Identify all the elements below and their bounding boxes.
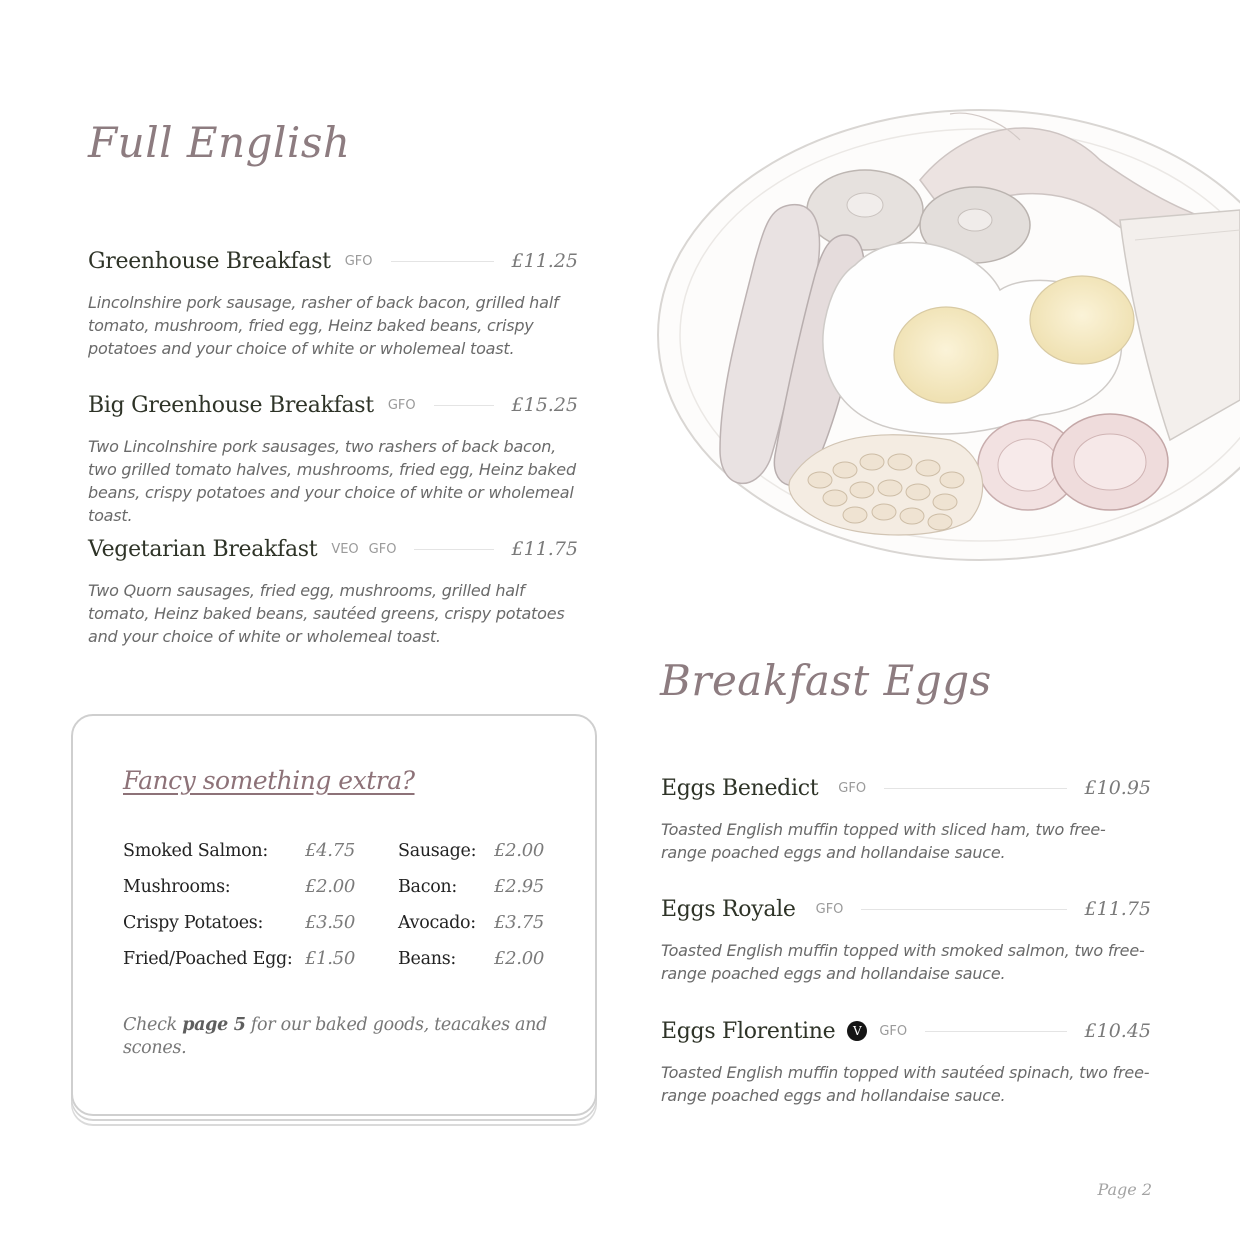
extras-price: £3.50 [304, 912, 355, 933]
extras-row [398, 876, 544, 912]
extras-row [398, 912, 544, 948]
item-name: Eggs Florentine [661, 1018, 836, 1044]
extras-row [123, 876, 355, 912]
extras-row [398, 948, 544, 984]
leader-line [391, 261, 494, 262]
leader-line [434, 405, 494, 406]
leader-line [861, 909, 1066, 910]
extras-note [123, 1014, 553, 1060]
extras-label: Bacon: [398, 877, 457, 897]
item-name: Big Greenhouse Breakfast [88, 392, 374, 418]
extras-title: Fancy something extra? [123, 766, 415, 795]
item-description: Two Lincolnshire pork sausages, two rashers of back bacon, two grilled tomato halves, mushrooms, fried egg, Heinz baked beans, crispy potatoes and your choice of white or wholemeal toast. [88, 437, 576, 525]
extras-price: £4.75 [304, 840, 355, 861]
menu-item-eggs-royale [661, 891, 1151, 985]
dietary-tag: GFO [387, 397, 416, 413]
extras-note-text: for our baked goods, teacakes and scones. [123, 1015, 548, 1058]
dietary-tag: GFO [838, 780, 867, 796]
item-description: Toasted English muffin topped with smoked salmon, two free-range poached eggs and hollandaise sauce. [661, 941, 1145, 983]
extras-note-text: Check [123, 1015, 183, 1035]
extras-label: Mushrooms: [123, 877, 231, 897]
extras-row [398, 840, 544, 876]
extras-label: Smoked Salmon: [123, 841, 268, 861]
item-description: Toasted English muffin topped with sliced ham, two free-range poached eggs and hollandaise sauce. [661, 820, 1106, 862]
extras-price: £1.50 [304, 948, 355, 969]
menu-item-vegetarian-breakfast [88, 531, 578, 648]
item-name: Vegetarian Breakfast [88, 536, 318, 562]
extras-label: Sausage: [398, 841, 477, 861]
breakfast-eggs-title: Breakfast Eggs [660, 656, 992, 705]
menu-item-eggs-florentine [661, 1013, 1151, 1107]
dietary-tag: GFO [368, 541, 397, 557]
extras-row [123, 948, 355, 984]
vegetarian-badge: V [847, 1021, 867, 1041]
item-name: Greenhouse Breakfast [88, 248, 331, 274]
item-price: £11.75 [1084, 898, 1151, 920]
extras-right-column [398, 840, 544, 984]
menu-item-eggs-benedict [661, 770, 1151, 864]
extras-label: Beans: [398, 949, 456, 969]
dietary-tag: GFO [344, 253, 373, 269]
item-price: £11.75 [511, 538, 578, 560]
extras-label: Avocado: [398, 913, 476, 933]
extras-price: £3.75 [493, 912, 544, 933]
item-price: £11.25 [511, 250, 578, 272]
item-price: £15.25 [511, 394, 578, 416]
item-description: Toasted English muffin topped with sautéed spinach, two free-range poached eggs and hollandaise sauce. [661, 1063, 1150, 1105]
extras-row [123, 912, 355, 948]
item-name: Eggs Royale [661, 896, 796, 922]
dietary-tag: VEO [331, 541, 359, 557]
menu-item-greenhouse-breakfast [88, 243, 578, 360]
page-reference: page 5 [182, 1015, 246, 1035]
page-number: Page 2 [1097, 1180, 1152, 1199]
leader-line [925, 1031, 1066, 1032]
leader-line [884, 788, 1066, 789]
extras-label: Fried/Poached Egg: [123, 949, 293, 969]
leader-line [414, 549, 493, 550]
item-price: £10.45 [1084, 1020, 1151, 1042]
extras-price: £2.00 [493, 840, 544, 861]
extras-row [123, 840, 355, 876]
extras-price: £2.00 [304, 876, 355, 897]
item-description: Lincolnshire pork sausage, rasher of back bacon, grilled half tomato, mushroom, fried egg, Heinz baked beans, crispy potatoes and your choice of white or wholemeal toast. [88, 293, 559, 358]
dietary-tag: GFO [815, 901, 844, 917]
item-name: Eggs Benedict [661, 775, 819, 801]
extras-label: Crispy Potatoes: [123, 913, 264, 933]
extras-price: £2.00 [493, 948, 544, 969]
full-english-title: Full English [88, 118, 351, 167]
extras-card [71, 714, 597, 1116]
menu-item-big-greenhouse-breakfast [88, 387, 578, 527]
dietary-tag: GFO [879, 1023, 908, 1039]
extras-price: £2.95 [493, 876, 544, 897]
extras-left-column [123, 840, 355, 984]
full-english-breakfast-plate-icon [650, 100, 1240, 570]
item-price: £10.95 [1084, 777, 1151, 799]
item-description: Two Quorn sausages, fried egg, mushrooms, grilled half tomato, Heinz baked beans, sautéed greens, crispy potatoes and your choice of white or wholemeal toast. [88, 581, 565, 646]
